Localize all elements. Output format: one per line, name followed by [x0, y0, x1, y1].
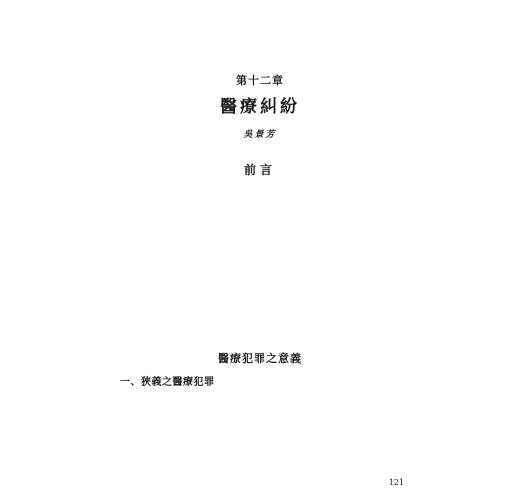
page-number: 121 [388, 478, 404, 487]
subsubsection-heading: 一、狹義之醫療犯罪 [120, 377, 215, 388]
section-heading: 前言 [243, 163, 276, 177]
chapter-title: 醫療糾紛 [220, 97, 300, 117]
chapter-label: 第十二章 [236, 74, 284, 87]
author-name: 吳景芳 [243, 130, 277, 140]
subsection-heading: 醫療犯罪之意義 [218, 352, 302, 365]
